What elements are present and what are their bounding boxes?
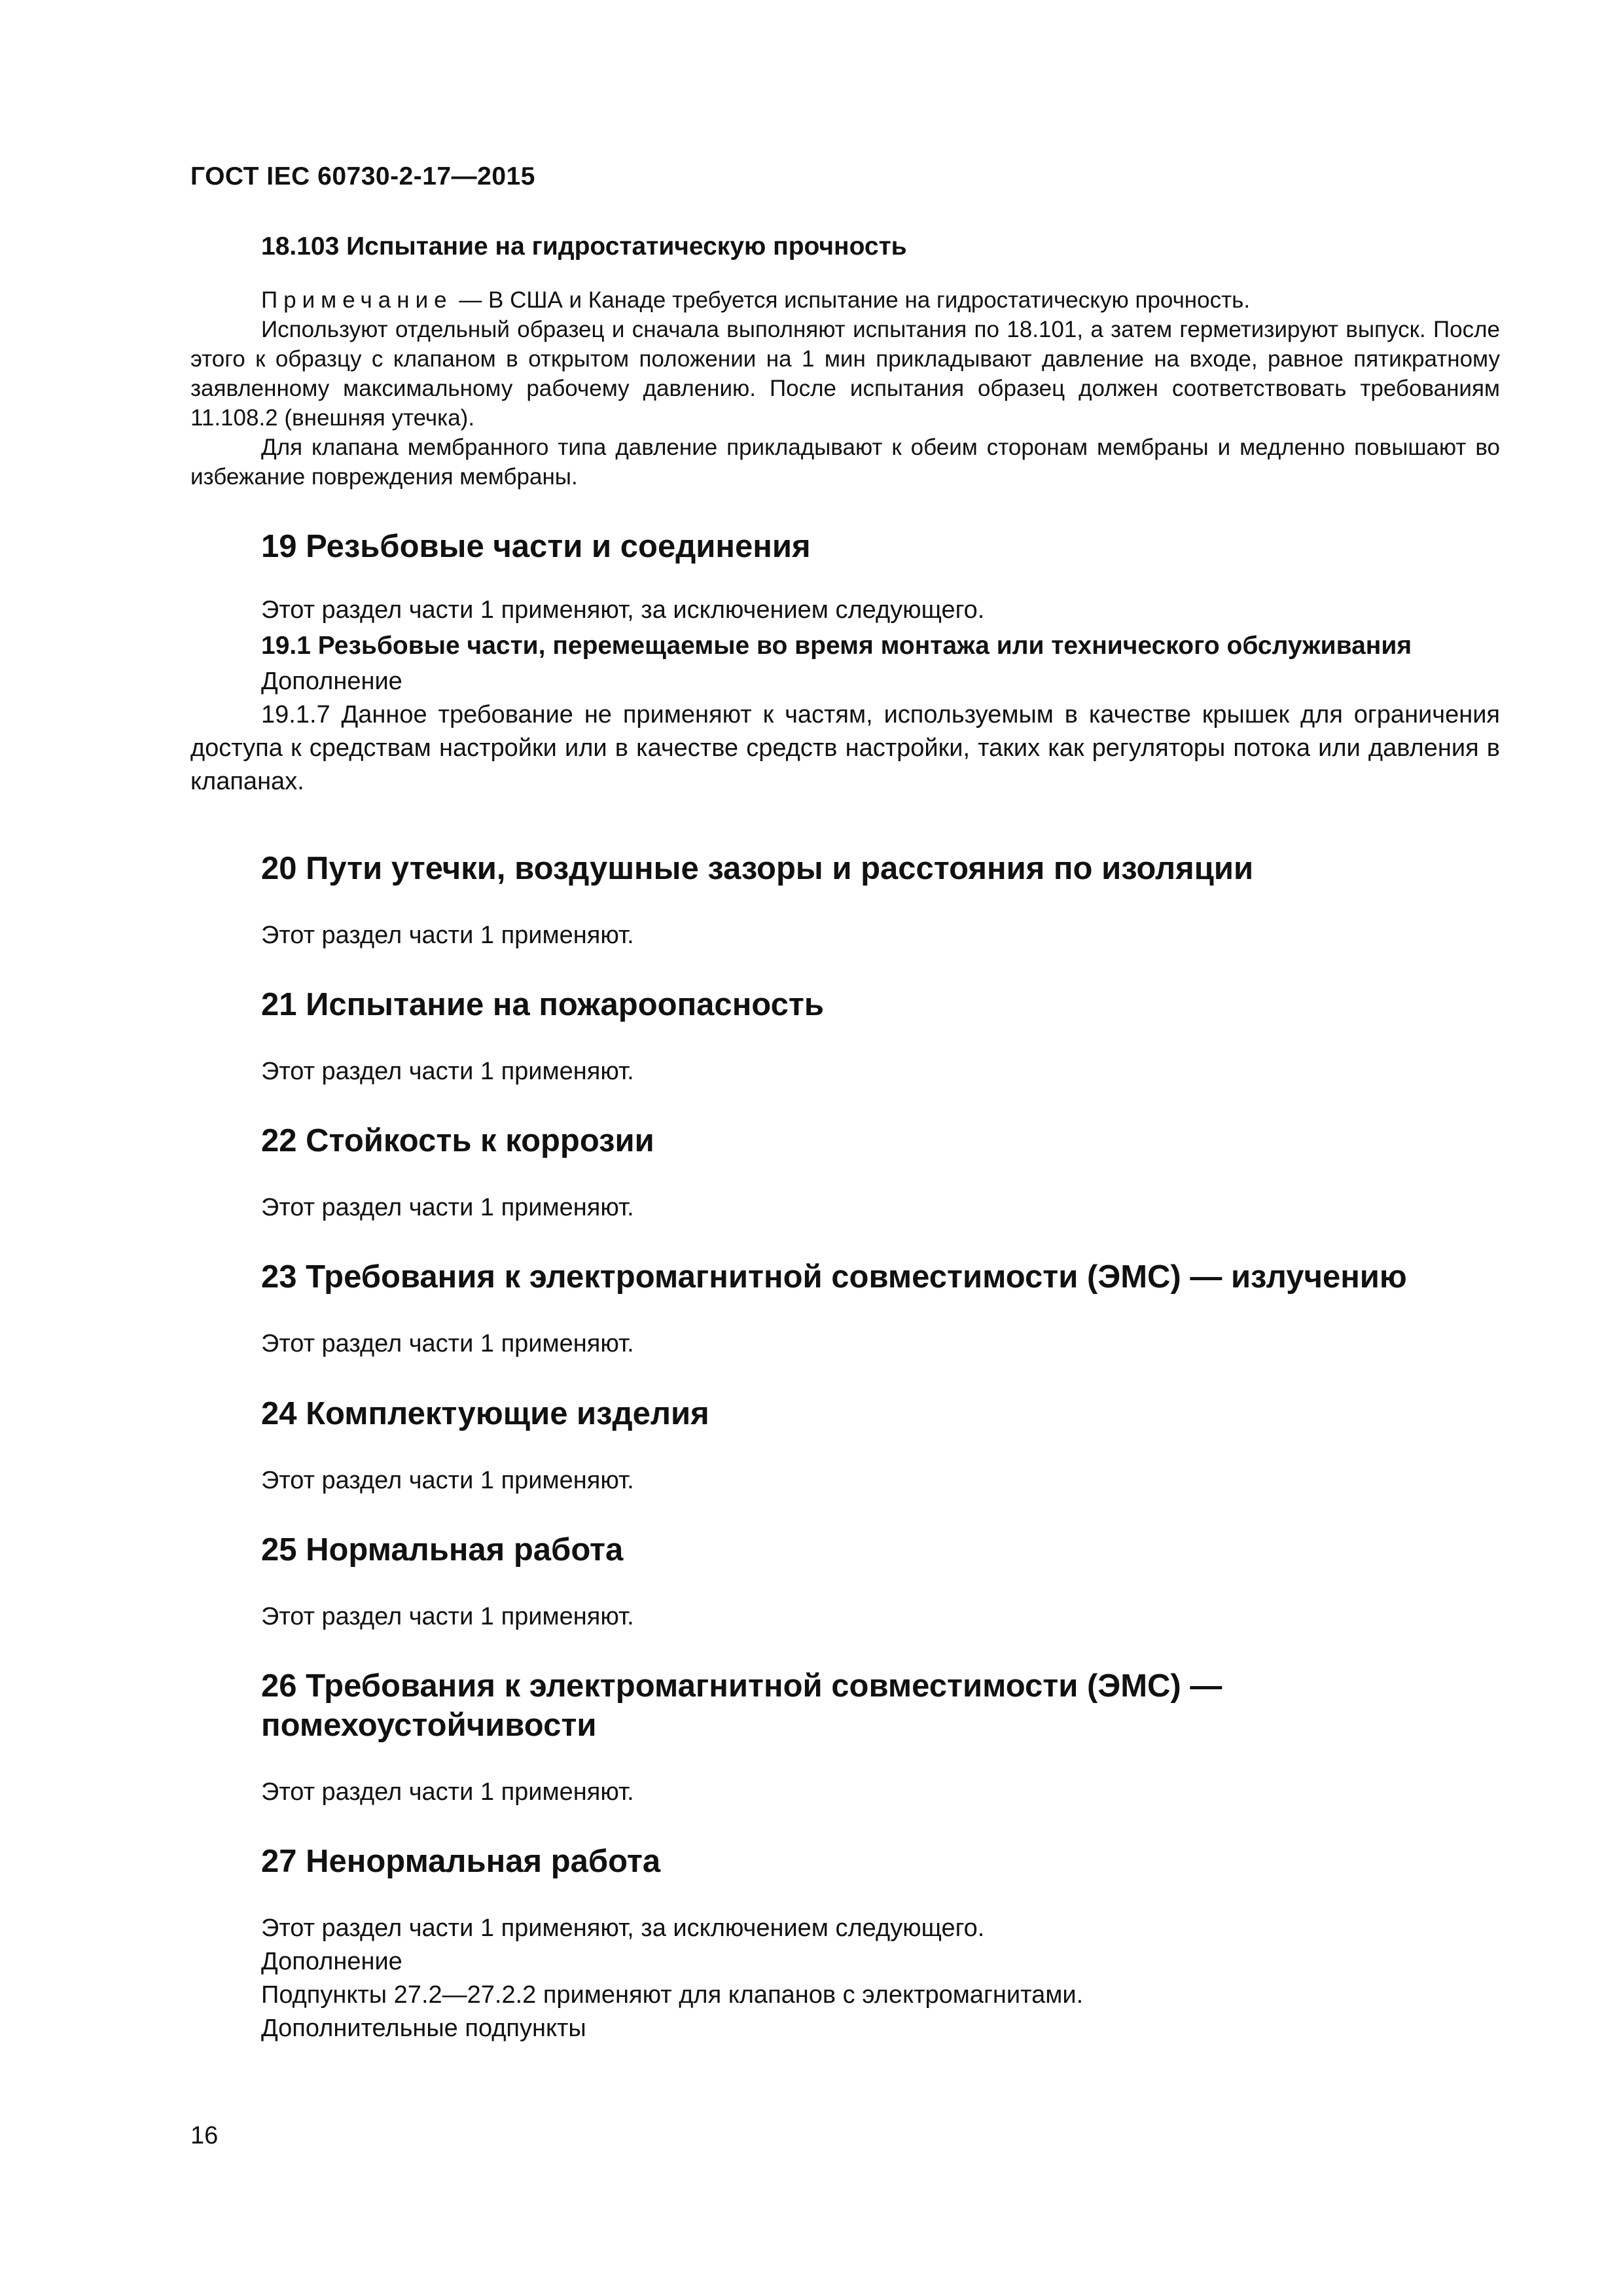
section-20 — [190, 849, 1500, 888]
note-text: — В США и Канаде требуется испытание на гидростатическую прочность. — [452, 287, 1251, 313]
section-20-text: Этот раздел части 1 применяют. — [261, 922, 634, 949]
section-21-body — [190, 1055, 1500, 1088]
section-19-1-addition: Дополнение — [261, 668, 402, 695]
note-paragraph — [190, 285, 1500, 315]
section-18-103-title: 18.103 Испытание на гидростатическую прочность — [261, 232, 907, 260]
section-19 — [190, 527, 1500, 566]
section-24-title: 24 Комплектующие изделия — [261, 1396, 709, 1431]
section-26 — [190, 1666, 1500, 1745]
section-27 — [190, 1842, 1500, 1881]
section-23-text: Этот раздел части 1 применяют. — [261, 1330, 634, 1357]
section-26-body — [190, 1776, 1500, 1809]
section-26-text: Этот раздел части 1 применяют. — [261, 1778, 634, 1806]
section-23-title: 23 Требования к электромагнитной совместимости (ЭМС) — излучению — [261, 1259, 1407, 1295]
section-21 — [190, 985, 1500, 1024]
section-18-103 — [190, 232, 1500, 261]
section-24-text: Этот раздел части 1 применяют. — [261, 1467, 634, 1494]
section-22-body — [190, 1191, 1500, 1225]
section-25-text: Этот раздел части 1 применяют. — [261, 1603, 634, 1630]
section-22-title: 22 Стойкость к коррозии — [261, 1123, 654, 1158]
section-19-title: 19 Резьбовые части и соединения — [261, 529, 811, 564]
section-23-body — [190, 1327, 1500, 1361]
section-27-line-1: Этот раздел части 1 применяют, за исключением следующего. — [261, 1914, 985, 1942]
section-18-103-paragraph-1: Используют отдельный образец и сначала выполняют испытания по 18.101, а затем герметизируют выпуск. После этого к образцу с клапаном в открытом положении на 1 мин прикладывают давление на входе, равное пятикратному заявленному максимальному рабочему давлению. После испытания образец должен соответствовать требованиям 11.108.2 (внешняя утечка). — [190, 317, 1500, 431]
page-number: 16 — [190, 2122, 219, 2149]
section-22-text: Этот раздел части 1 применяют. — [261, 1194, 634, 1221]
section-20-title: 20 Пути утечки, воздушные зазоры и расстояния по изоляции — [261, 851, 1254, 886]
section-18-103-paragraph-2: Для клапана мембранного типа давление прикладывают к обеим сторонам мембраны и медленно повышают во избежание повреждения мембраны. — [190, 435, 1500, 490]
section-26-title-line-1: 26 Требования к электромагнитной совместимости (ЭМС) — — [261, 1668, 1222, 1704]
section-19-intro: Этот раздел части 1 применяют, за исключением следующего. — [261, 596, 985, 624]
section-25-title: 25 Нормальная работа — [261, 1532, 624, 1568]
section-21-text: Этот раздел части 1 применяют. — [261, 1058, 634, 1085]
section-18-103-body — [190, 285, 1500, 492]
section-19-1-title: 19.1 Резьбовые части, перемещаемые во время монтажа или технического обслуживания — [261, 632, 1412, 660]
section-27-body — [190, 1912, 1500, 2045]
section-22 — [190, 1121, 1500, 1160]
section-26-title-line-2: помехоустойчивости — [261, 1708, 597, 1743]
section-27-line-2: Дополнение — [261, 1948, 402, 1975]
section-25 — [190, 1530, 1500, 1570]
section-19-body — [190, 594, 1500, 798]
section-19-1-7-paragraph: 19.1.7 Данное требование не применяют к частям, используемым в качестве крышек для ограничения доступа к средствам настройки или в качестве средств настройки, таких как регуляторы потока или давления в клапанах. — [190, 701, 1500, 795]
section-27-line-4: Дополнительные подпункты — [261, 2015, 586, 2042]
section-27-line-3: Подпункты 27.2—27.2.2 применяют для клапанов с электромагнитами. — [261, 1981, 1084, 2009]
section-20-body — [190, 919, 1500, 952]
section-24 — [190, 1394, 1500, 1433]
section-24-body — [190, 1464, 1500, 1498]
section-27-title: 27 Ненормальная работа — [261, 1844, 661, 1879]
section-21-title: 21 Испытание на пожароопасность — [261, 987, 824, 1022]
section-23 — [190, 1257, 1500, 1297]
note-label: Примечание — [261, 287, 453, 313]
document-header: ГОСТ IEC 60730-2-17—2015 — [190, 162, 535, 190]
section-25-body — [190, 1600, 1500, 1634]
